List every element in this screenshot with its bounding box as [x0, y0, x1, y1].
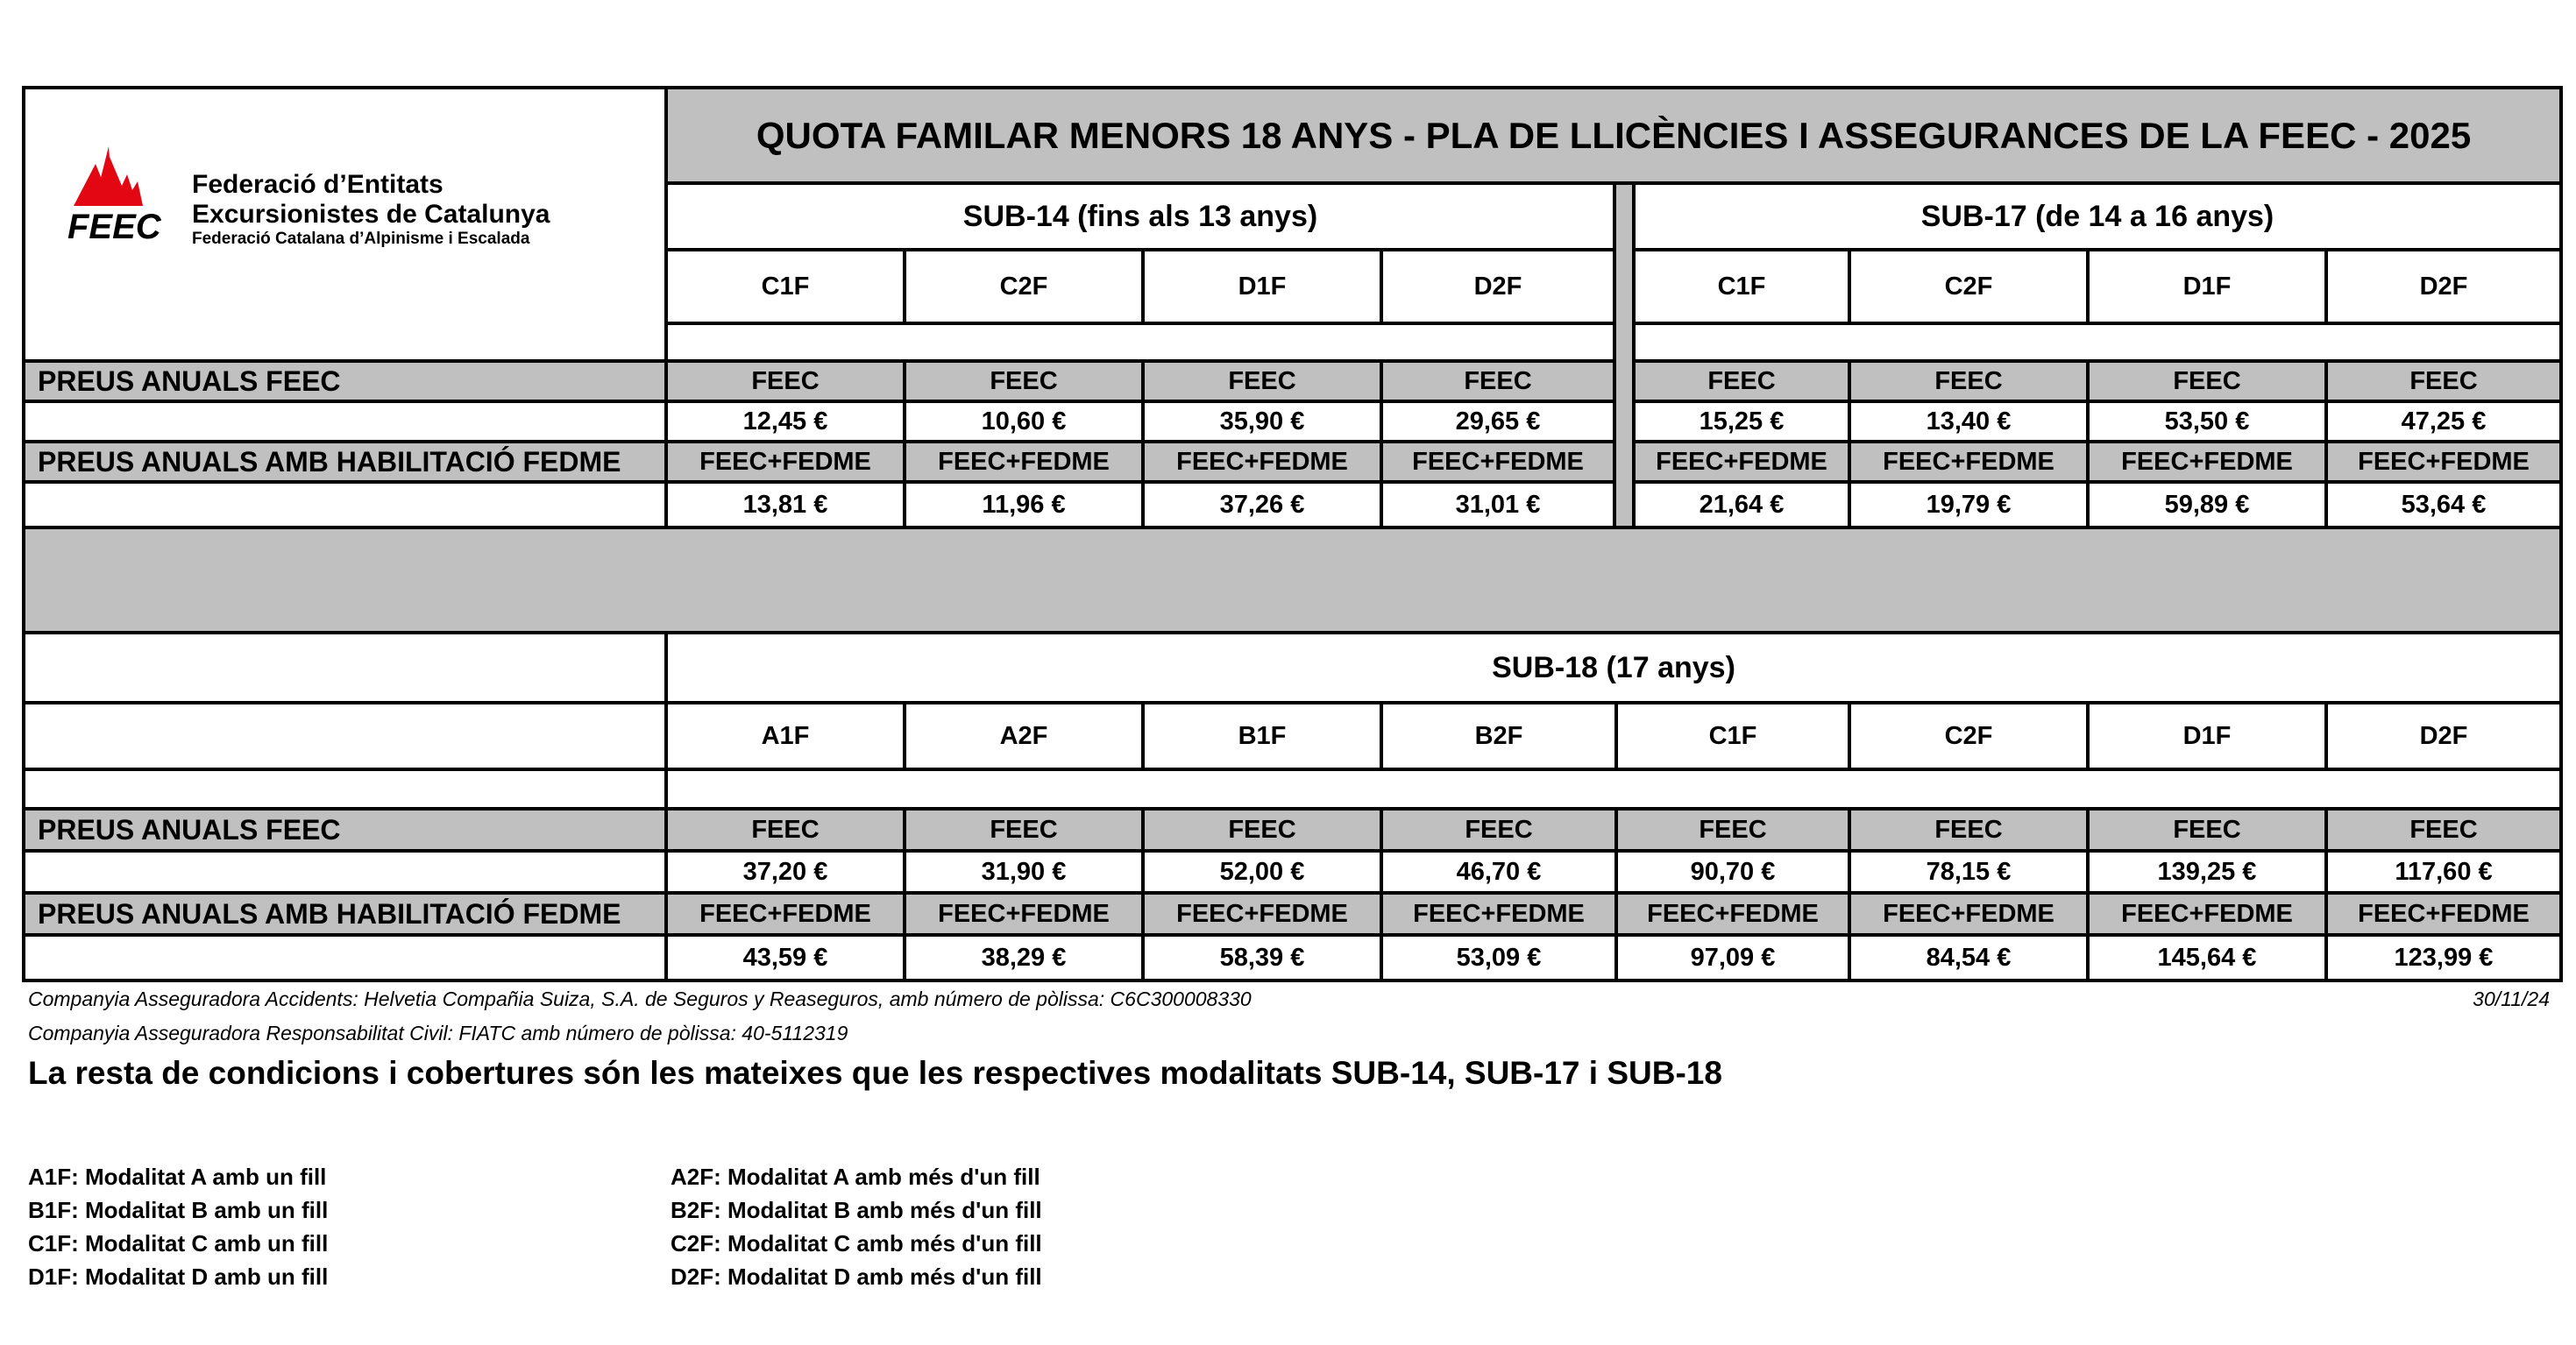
price-feec: 15,25 € [1632, 400, 1851, 443]
plan-type: FEEC+FEDME [903, 440, 1145, 484]
price-feec: 78,15 € [1848, 849, 2090, 895]
plan-type: FEEC [1380, 807, 1618, 853]
price-fedme: 145,64 € [2086, 933, 2328, 982]
price-fedme: 58,39 € [1141, 933, 1383, 982]
row-label-feec-2: PREUS ANUALS FEEC [22, 807, 668, 853]
group-sub17: SUB-17 (de 14 a 16 anys) [1632, 181, 2563, 251]
price-fedme: 11,96 € [903, 480, 1145, 529]
price-feec: 90,70 € [1614, 849, 1851, 895]
legend-item: D2F: Modalitat D amb més d'un fill [671, 1264, 1042, 1290]
price-fedme: 59,89 € [2086, 480, 2328, 529]
price-fedme: 21,64 € [1632, 480, 1851, 529]
note-accidents: Companyia Asseguradora Accidents: Helvetia Compañia Suiza, S.A. de Seguros y Reaseguros, amb número de pòlissa: C6C300008330 [28, 988, 1252, 1010]
note-civil: Companyia Asseguradora Responsabilitat Civil: FIATC amb número de pòlissa: 40-5112319 [28, 1022, 848, 1044]
plan-type: FEEC [664, 807, 906, 853]
price-fedme: 123,99 € [2324, 933, 2563, 982]
group-sub18: SUB-18 (17 anys) [664, 631, 2563, 704]
price-feec: 29,65 € [1380, 400, 1616, 443]
plan-type: FEEC+FEDME [1141, 891, 1383, 937]
label-blank [22, 933, 668, 982]
logo-line3: Federació Catalana d’Alpinisme i Escalada [192, 230, 530, 248]
plan-type: FEEC+FEDME [2086, 891, 2328, 937]
code-header: B2F [1380, 701, 1618, 771]
note-conditions: La resta de condicions i cobertures són les mateixes que les respectives modalitats SUB-14, SUB-17 i SUB-18 [28, 1055, 1722, 1091]
spacer-row [664, 322, 1616, 363]
code-header: D1F [1141, 248, 1383, 325]
plan-type: FEEC+FEDME [1632, 440, 1851, 484]
group-sub14: SUB-14 (fins als 13 anys) [664, 181, 1616, 251]
note-date: 30/11/24 [2473, 988, 2550, 1010]
plan-type: FEEC+FEDME [2324, 891, 2563, 937]
plan-type: FEEC [2324, 807, 2563, 853]
plan-type: FEEC+FEDME [1141, 440, 1383, 484]
price-feec: 35,90 € [1141, 400, 1383, 443]
spacer-row [664, 768, 2563, 811]
price-feec: 52,00 € [1141, 849, 1383, 895]
price-feec: 53,50 € [2086, 400, 2328, 443]
price-fedme: 43,59 € [664, 933, 906, 982]
price-feec: 37,20 € [664, 849, 906, 895]
plan-type: FEEC [1848, 359, 2090, 403]
code-header: B1F [1141, 701, 1383, 771]
price-fedme: 53,64 € [2324, 480, 2563, 529]
logo-line1: Federació d’Entitats [192, 170, 444, 199]
price-fedme: 13,81 € [664, 480, 906, 529]
legend-item: B2F: Modalitat B amb més d'un fill [671, 1197, 1042, 1223]
label-blank [22, 480, 668, 529]
plan-type: FEEC [1141, 359, 1383, 403]
price-fedme: 97,09 € [1614, 933, 1851, 982]
legend-item: D1F: Modalitat D amb un fill [28, 1264, 329, 1290]
legend-item: B1F: Modalitat B amb un fill [28, 1197, 329, 1223]
price-fedme: 19,79 € [1848, 480, 2090, 529]
plan-type: FEEC+FEDME [1380, 891, 1618, 937]
row-label-feec: PREUS ANUALS FEEC [22, 359, 668, 403]
code-header: C2F [1848, 701, 2090, 771]
code-header: A1F [664, 701, 906, 771]
code-header: D2F [2324, 248, 2563, 325]
section-divider-band [22, 526, 2563, 634]
price-feec: 31,90 € [903, 849, 1145, 895]
plan-type: FEEC [2086, 359, 2328, 403]
price-fedme: 38,29 € [903, 933, 1145, 982]
code-header: C1F [1614, 701, 1851, 771]
plan-type: FEEC+FEDME [2324, 440, 2563, 484]
legend-item: C1F: Modalitat C amb un fill [28, 1230, 329, 1257]
code-header: D2F [2324, 701, 2563, 771]
plan-type: FEEC+FEDME [664, 440, 906, 484]
code-header: D1F [2086, 248, 2328, 325]
plan-type: FEEC [1848, 807, 2090, 853]
spacer-row [1632, 322, 2563, 363]
code-header: C2F [1848, 248, 2090, 325]
price-feec: 10,60 € [903, 400, 1145, 443]
price-fedme: 31,01 € [1380, 480, 1616, 529]
page-title: QUOTA FAMILAR MENORS 18 ANYS - PLA DE LLICÈNCIES I ASSEGURANCES DE LA FEEC - 2025 [664, 86, 2563, 185]
plan-type: FEEC+FEDME [903, 891, 1145, 937]
price-fedme: 37,26 € [1141, 480, 1383, 529]
logo-area [22, 86, 668, 363]
price-feec: 13,40 € [1848, 400, 2090, 443]
label-blank [22, 849, 668, 895]
logo-acronym: FEEC [67, 208, 161, 246]
code-header: C1F [1632, 248, 1851, 325]
code-header: A2F [903, 701, 1145, 771]
code-header: D1F [2086, 701, 2328, 771]
row-label-fedme-2: PREUS ANUALS AMB HABILITACIÓ FEDME [22, 891, 668, 937]
legend-item: C2F: Modalitat C amb més d'un fill [671, 1230, 1042, 1257]
label-blank [22, 701, 668, 771]
plan-type: FEEC [2324, 359, 2563, 403]
plan-type: FEEC+FEDME [1848, 891, 2090, 937]
plan-type: FEEC [664, 359, 906, 403]
plan-type: FEEC [1380, 359, 1616, 403]
plan-type: FEEC [1141, 807, 1383, 853]
price-feec: 117,60 € [2324, 849, 2563, 895]
label-blank [22, 400, 668, 443]
row-label-fedme: PREUS ANUALS AMB HABILITACIÓ FEDME [22, 440, 668, 484]
logo-line2: Excursionistes de Catalunya [192, 200, 550, 229]
price-feec: 46,70 € [1380, 849, 1618, 895]
legend-item: A2F: Modalitat A amb més d'un fill [671, 1164, 1040, 1190]
label-blank [22, 768, 668, 811]
plan-type: FEEC+FEDME [2086, 440, 2328, 484]
plan-type: FEEC [1614, 807, 1851, 853]
price-feec: 139,25 € [2086, 849, 2328, 895]
price-fedme: 84,54 € [1848, 933, 2090, 982]
price-fedme: 53,09 € [1380, 933, 1618, 982]
plan-type: FEEC+FEDME [664, 891, 906, 937]
plan-type: FEEC [903, 359, 1145, 403]
code-header: D2F [1380, 248, 1616, 325]
plan-type: FEEC [1632, 359, 1851, 403]
price-feec: 12,45 € [664, 400, 906, 443]
plan-type: FEEC+FEDME [1380, 440, 1616, 484]
label-blank [22, 631, 668, 704]
legend-item: A1F: Modalitat A amb un fill [28, 1164, 327, 1190]
plan-type: FEEC+FEDME [1614, 891, 1851, 937]
code-header: C1F [664, 248, 906, 325]
code-header: C2F [903, 248, 1145, 325]
plan-type: FEEC [903, 807, 1145, 853]
plan-type: FEEC [2086, 807, 2328, 853]
plan-type: FEEC+FEDME [1848, 440, 2090, 484]
price-feec: 47,25 € [2324, 400, 2563, 443]
